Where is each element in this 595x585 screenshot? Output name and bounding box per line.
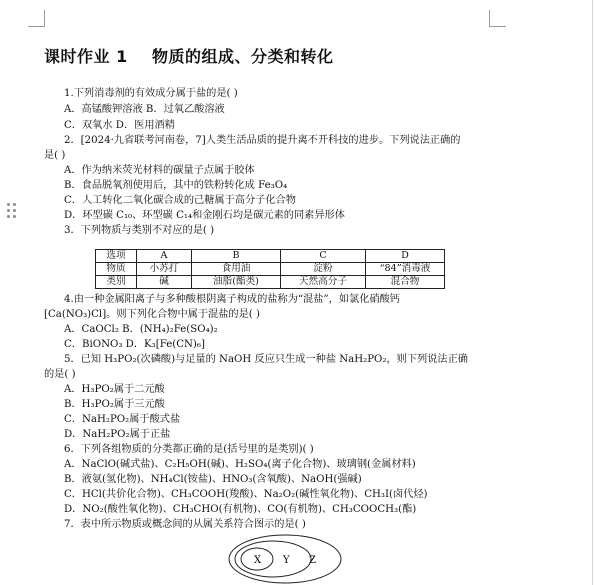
question-6-option-c: C．HCl(共价化合物)、CH₃COOH(羧酸)、Na₂O₂(碱性氧化物)、CH₃I(卤代烃): [64, 489, 428, 500]
question-2-option-c: C．人工转化二氧化碳合成的己糖属于高分子化合物: [64, 195, 296, 206]
table-cell: 选项: [96, 250, 137, 263]
question-1-options-ab: A．高锰酸钾溶液 B．过氧乙酸溶液: [64, 104, 225, 115]
question-5-stem-cont: 的是( ): [44, 369, 76, 380]
question-2-option-d: D．环型碳 C₁₀、环型碳 C₁₄和金刚石均是碳元素的同素异形体: [64, 210, 345, 221]
venn-label-z: Z: [309, 555, 316, 566]
page-title: 课时作业 1 物质的组成、分类和转化: [44, 47, 334, 66]
question-2-stem-cont: 是( ): [44, 150, 66, 161]
table-cell: 天然高分子: [281, 276, 366, 289]
crop-mark-top-right: [489, 10, 506, 27]
question-2-option-b: B．食品脱氧剂使用后，其中的铁粉转化成 Fe₃O₄: [64, 180, 288, 191]
question-6-option-a: A．NaClO(碱式盐)、C₂H₅OH(碱)、H₂SO₄(离子化合物)、玻璃钢(金属材料): [64, 459, 416, 470]
table-cell: C: [281, 250, 366, 263]
table-cell: 食用油: [192, 263, 281, 276]
question-6-stem: 6．下列各组物质的分类都正确的是(括号里的是类别)( ): [64, 444, 314, 455]
venn-label-x: X: [254, 555, 262, 566]
question-4-options-ab: A．CaOCl₂ B．(NH₄)₂Fe(SO₄)₂: [64, 324, 218, 335]
table-cell: 物质: [96, 263, 137, 276]
crop-mark-top-left: [28, 10, 45, 27]
question-1-options-cd: C．双氧水 D．医用酒精: [64, 120, 175, 131]
table-cell: 碱: [137, 276, 192, 289]
question-4-stem: 4.由一种金属阳离子与多种酸根阴离子构成的盐称为“混盐”，如氯化硝酸钙: [64, 294, 400, 305]
question-5-option-a: A．H₃PO₂属于二元酸: [64, 384, 165, 395]
table-cell: 小苏打: [137, 263, 192, 276]
table-cell: 淀粉: [281, 263, 366, 276]
table-row: [96, 263, 445, 276]
drag-handle-icon[interactable]: [6, 203, 18, 219]
table-row: [96, 250, 445, 263]
question-2-option-a: A．作为纳米荧光材料的碳量子点属于胶体: [64, 165, 255, 176]
question-5-option-b: B．H₃PO₂属于三元酸: [64, 399, 165, 410]
page-edge: [592, 0, 593, 585]
question-5-option-c: C．NaH₂PO₂属于酸式盐: [64, 414, 181, 425]
question-5-stem: 5．已知 H₃PO₂(次磷酸)与足量的 NaOH 反应只生成一种盐 NaH₂PO₂，则下列说法正确: [64, 354, 468, 365]
table-cell: D: [366, 250, 445, 263]
table-cell: 混合物: [366, 276, 445, 289]
question-7-stem: 7．表中所示物质或概念间的从属关系符合图示的是( ): [64, 519, 306, 530]
table-cell: “84”消毒液: [366, 263, 445, 276]
question-2-stem: 2．[2024·九省联考河南卷，7]人类生活品质的提升离不开科技的进步。下列说法正确的: [64, 135, 461, 146]
table-cell: B: [192, 250, 281, 263]
question-6-option-b: B．液氨(氢化物)、NH₄Cl(铵盐)、HNO₃(含氧酸)、NaOH(强碱): [64, 474, 362, 485]
question-1-stem: 1.下列消毒剂的有效成分属于盐的是( ): [64, 88, 238, 99]
question-3-stem: 3．下列物质与类别不对应的是( ): [64, 225, 215, 236]
question-4-options-cd: C．BiONO₃ D．K₃[Fe(CN)₆]: [64, 339, 205, 350]
question-6-option-d: D．NO₂(酸性氧化物)、CH₃CHO(有机物)、CO(有机物)、CH₃COOCH₃(酯): [64, 504, 417, 515]
venn-diagram: [223, 530, 343, 585]
table-cell: 油脂(酯类): [192, 276, 281, 289]
table-cell: 类别: [96, 276, 137, 289]
table-cell: A: [137, 250, 192, 263]
venn-label-y: Y: [283, 555, 290, 566]
question-3-table: [95, 249, 445, 289]
question-5-option-d: D．NaH₂PO₂属于正盐: [64, 429, 171, 440]
table-row: [96, 276, 445, 289]
question-4-stem-cont: [Ca(NO₃)Cl]。则下列化合物中属于混盐的是( ): [44, 309, 260, 320]
